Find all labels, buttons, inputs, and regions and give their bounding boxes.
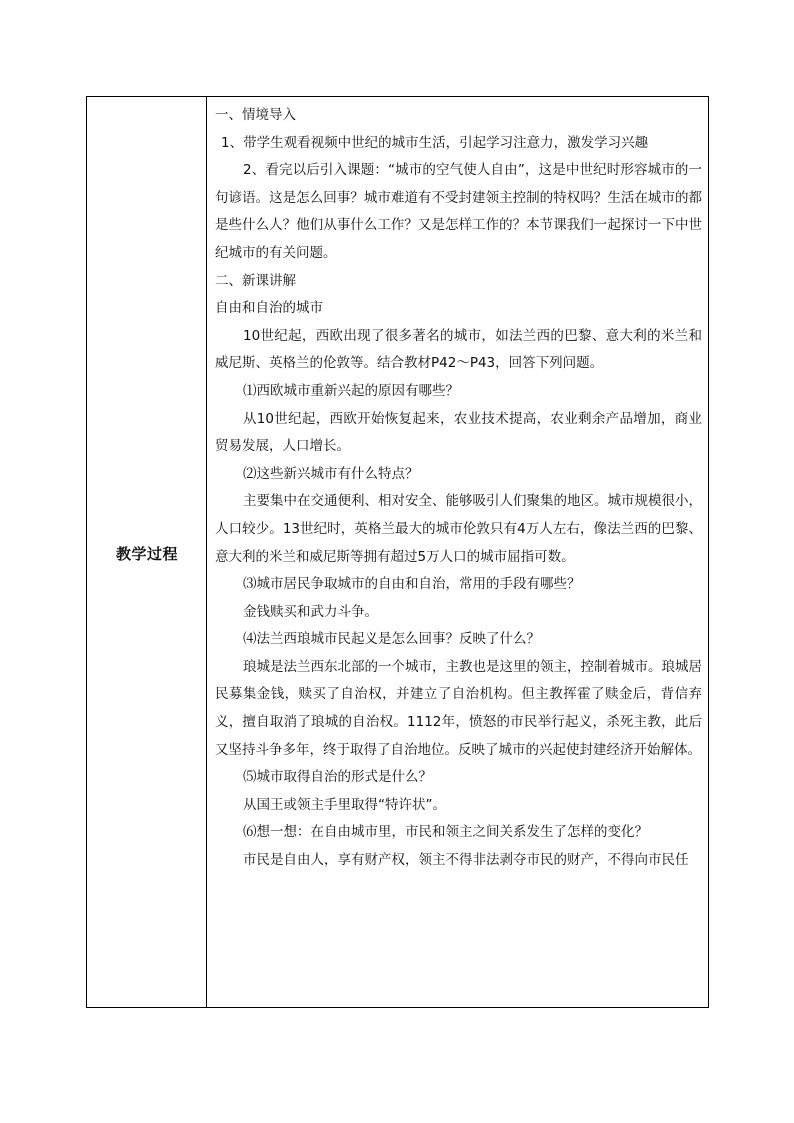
- content-paragraph: 二、新课讲解: [215, 272, 296, 289]
- content-cell: [207, 97, 708, 1007]
- content-paragraph: 1、带学生观看视频中世纪的城市生活，引起学习注意力，激发学习兴趣: [221, 134, 649, 151]
- content-paragraph: ⑸城市取得自治的形式是什么？: [243, 769, 432, 786]
- content-paragraph: 一、情境导入: [215, 107, 296, 123]
- lesson-table: [86, 96, 709, 1008]
- lesson-content: [207, 97, 708, 875]
- content-paragraph: 从国王或领主手里取得“特许状”。: [243, 796, 446, 813]
- content-paragraph: ⑴西欧城市重新兴起的原因有哪些？: [243, 382, 459, 399]
- content-paragraph: 主要集中在交通便利、相对安全、能够吸引人们聚集的地区。城市规模很小，人口较少。13世纪时，英格兰最大的城市伦敦只有4万人左右，像法兰西的巴黎、意大利的米兰和威尼斯等拥有超过5万人口的城市屈指可数。: [215, 493, 702, 565]
- section-label-cell: [87, 97, 207, 1007]
- content-paragraph: 10世纪起，西欧出现了很多著名的城市，如法兰西的巴黎、意大利的米兰和威尼斯、英格兰的伦敦等。结合教材P42～P43，回答下列问题。: [215, 327, 702, 372]
- content-paragraph: ⑵这些新兴城市有什么特点？: [243, 465, 419, 482]
- content-paragraph: 2、看完以后引入课题：“城市的空气使人自由”，这是中世纪时形容城市的一句谚语。这是怎么回事？城市难道有不受封建领主控制的特权吗？生活在城市的都是些什么人？他们从事什么工作？又是怎样工作的？本节课我们一起探讨一下中世纪城市的有关问题。: [215, 162, 702, 261]
- content-paragraph: 金钱赎买和武力斗争。: [243, 603, 378, 620]
- content-paragraph: 市民是自由人，享有财产权，领主不得非法剥夺市民的财产，不得向市民任: [243, 852, 689, 869]
- content-paragraph: 从10世纪起，西欧开始恢复起来，农业技术提高，农业剩余产品增加，商业贸易发展，人口增长。: [215, 410, 702, 455]
- section-label: 教学过程: [115, 545, 178, 563]
- content-paragraph: ⑷法兰西琅城市民起义是怎么回事？反映了什么？: [243, 631, 540, 648]
- content-paragraph: ⑹想一想：在自由城市里，市民和领主之间关系发生了怎样的变化？: [243, 824, 648, 841]
- content-paragraph: 自由和自治的城市: [215, 300, 323, 317]
- content-paragraph: 琅城是法兰西东北部的一个城市，主教也是这里的领主，控制着城市。琅城居民募集金钱，赎买了自治权，并建立了自治机构。但主教挥霍了赎金后，背信弃义，擅自取消了琅城的自治权。1112年，愤怒的市民举行起义，杀死主教，此后又坚持斗争多年，终于取得了自治地位。反映了城市的兴起使封建经济开始解体。: [215, 658, 702, 758]
- content-paragraph: ⑶城市居民争取城市的自由和自治，常用的手段有哪些？: [243, 576, 581, 593]
